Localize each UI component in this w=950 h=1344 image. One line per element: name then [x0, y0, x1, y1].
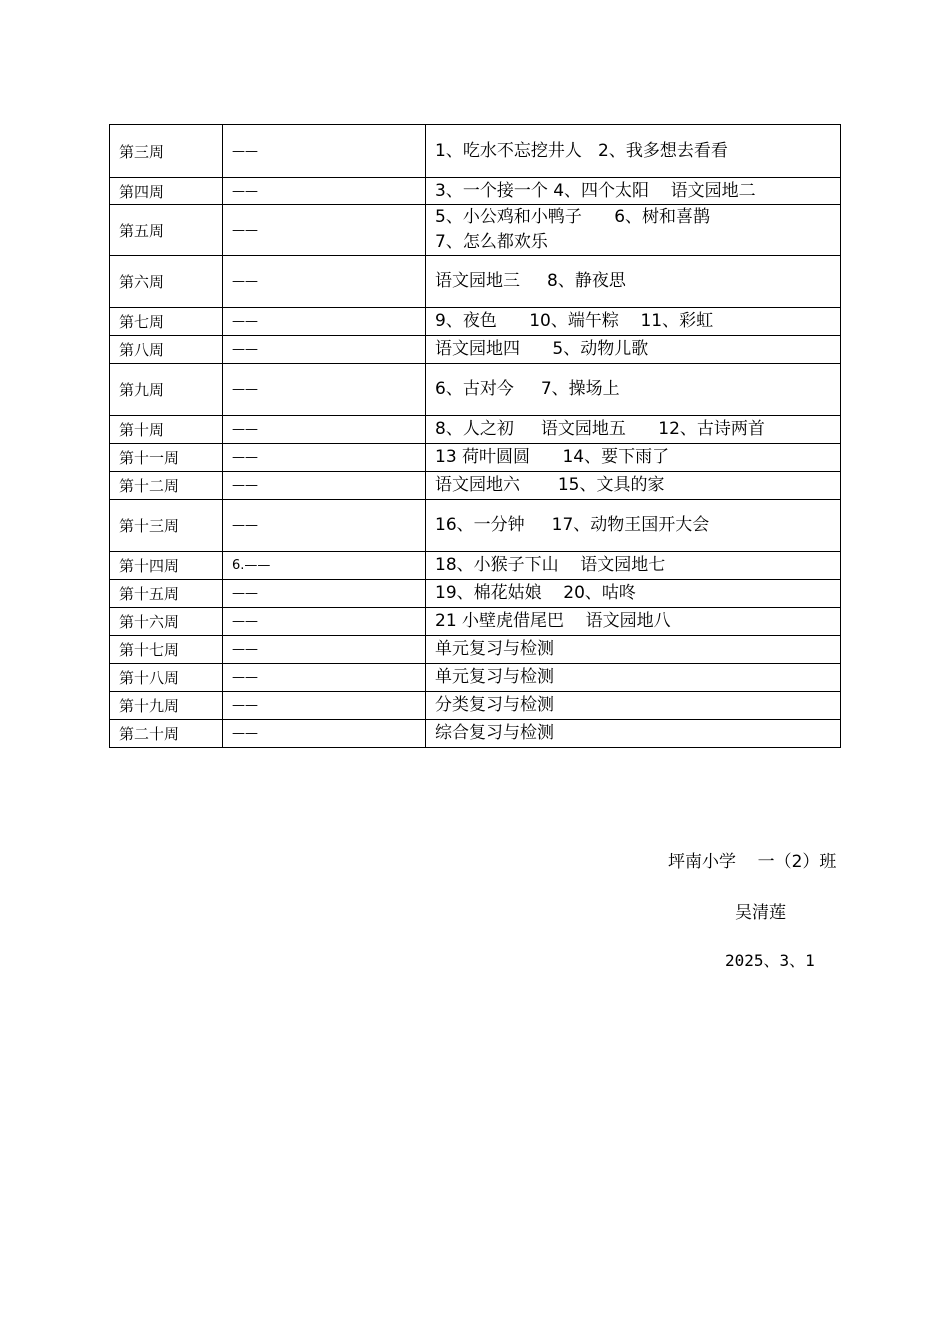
week-cell: 第四周 [110, 178, 223, 205]
lessons-cell: 18、小猴子下山 语文园地七 [426, 552, 841, 580]
table-row [110, 444, 841, 472]
table-row [110, 552, 841, 580]
note-cell: —— [223, 692, 426, 720]
table-row [110, 608, 841, 636]
week-cell: 第六周 [110, 256, 223, 308]
week-cell: 第十周 [110, 416, 223, 444]
table-row [110, 364, 841, 416]
note-cell: —— [223, 125, 426, 178]
lessons-cell: 16、一分钟 17、动物王国开大会 [426, 500, 841, 552]
school-class-label: 坪南小学 一（2）班 [668, 852, 837, 872]
note-cell: —— [223, 256, 426, 308]
week-cell: 第三周 [110, 125, 223, 178]
lessons-cell: 单元复习与检测 [426, 636, 841, 664]
lessons-cell: 语文园地六 15、文具的家 [426, 472, 841, 500]
lessons-cell: 21 小壁虎借尾巴 语文园地八 [426, 608, 841, 636]
note-cell: —— [223, 472, 426, 500]
week-cell: 第八周 [110, 336, 223, 364]
lessons-cell: 9、夜色 10、端午粽 11、彩虹 [426, 308, 841, 336]
note-cell: —— [223, 364, 426, 416]
table-row [110, 308, 841, 336]
week-cell: 第十二周 [110, 472, 223, 500]
table-row [110, 692, 841, 720]
lessons-cell: 综合复习与检测 [426, 720, 841, 748]
week-cell: 第十三周 [110, 500, 223, 552]
note-cell: —— [223, 500, 426, 552]
lessons-cell: 5、小公鸡和小鸭子 6、树和喜鹊 7、怎么都欢乐 [426, 205, 841, 256]
note-cell: —— [223, 444, 426, 472]
week-cell: 第七周 [110, 308, 223, 336]
lessons-cell: 语文园地四 5、动物儿歌 [426, 336, 841, 364]
document-date: 2025、3、1 [725, 951, 815, 970]
table-row [110, 416, 841, 444]
note-cell: —— [223, 636, 426, 664]
lessons-cell: 单元复习与检测 [426, 664, 841, 692]
note-cell: 6.—— [223, 552, 426, 580]
week-cell: 第十一周 [110, 444, 223, 472]
table-row [110, 664, 841, 692]
table-row [110, 256, 841, 308]
week-cell: 第九周 [110, 364, 223, 416]
week-cell: 第十八周 [110, 664, 223, 692]
lessons-cell: 8、人之初 语文园地五 12、古诗两首 [426, 416, 841, 444]
table-row [110, 336, 841, 364]
week-cell: 第十九周 [110, 692, 223, 720]
table-row [110, 472, 841, 500]
note-cell: —— [223, 205, 426, 256]
note-cell: —— [223, 608, 426, 636]
week-cell: 第十七周 [110, 636, 223, 664]
lessons-cell: 分类复习与检测 [426, 692, 841, 720]
note-cell: —— [223, 178, 426, 205]
note-cell: —— [223, 336, 426, 364]
teacher-name: 吴清莲 [735, 903, 786, 923]
lessons-cell: 语文园地三 8、静夜思 [426, 256, 841, 308]
table-row [110, 178, 841, 205]
week-cell: 第十六周 [110, 608, 223, 636]
week-cell: 第二十周 [110, 720, 223, 748]
lessons-cell: 3、一个接一个 4、四个太阳 语文园地二 [426, 178, 841, 205]
week-cell: 第五周 [110, 205, 223, 256]
table-row [110, 500, 841, 552]
table-row [110, 125, 841, 178]
lessons-cell: 19、棉花姑娘 20、咕咚 [426, 580, 841, 608]
week-cell: 第十四周 [110, 552, 223, 580]
lessons-cell: 1、吃水不忘挖井人 2、我多想去看看 [426, 125, 841, 178]
note-cell: —— [223, 580, 426, 608]
lessons-cell: 13 荷叶圆圆 14、要下雨了 [426, 444, 841, 472]
table-row [110, 580, 841, 608]
note-cell: —— [223, 720, 426, 748]
table-row [110, 720, 841, 748]
lessons-cell: 6、古对今 7、操场上 [426, 364, 841, 416]
schedule-table [109, 124, 841, 748]
schedule-body [110, 125, 841, 748]
table-row [110, 205, 841, 256]
note-cell: —— [223, 416, 426, 444]
note-cell: —— [223, 664, 426, 692]
note-cell: —— [223, 308, 426, 336]
table-row [110, 636, 841, 664]
week-cell: 第十五周 [110, 580, 223, 608]
